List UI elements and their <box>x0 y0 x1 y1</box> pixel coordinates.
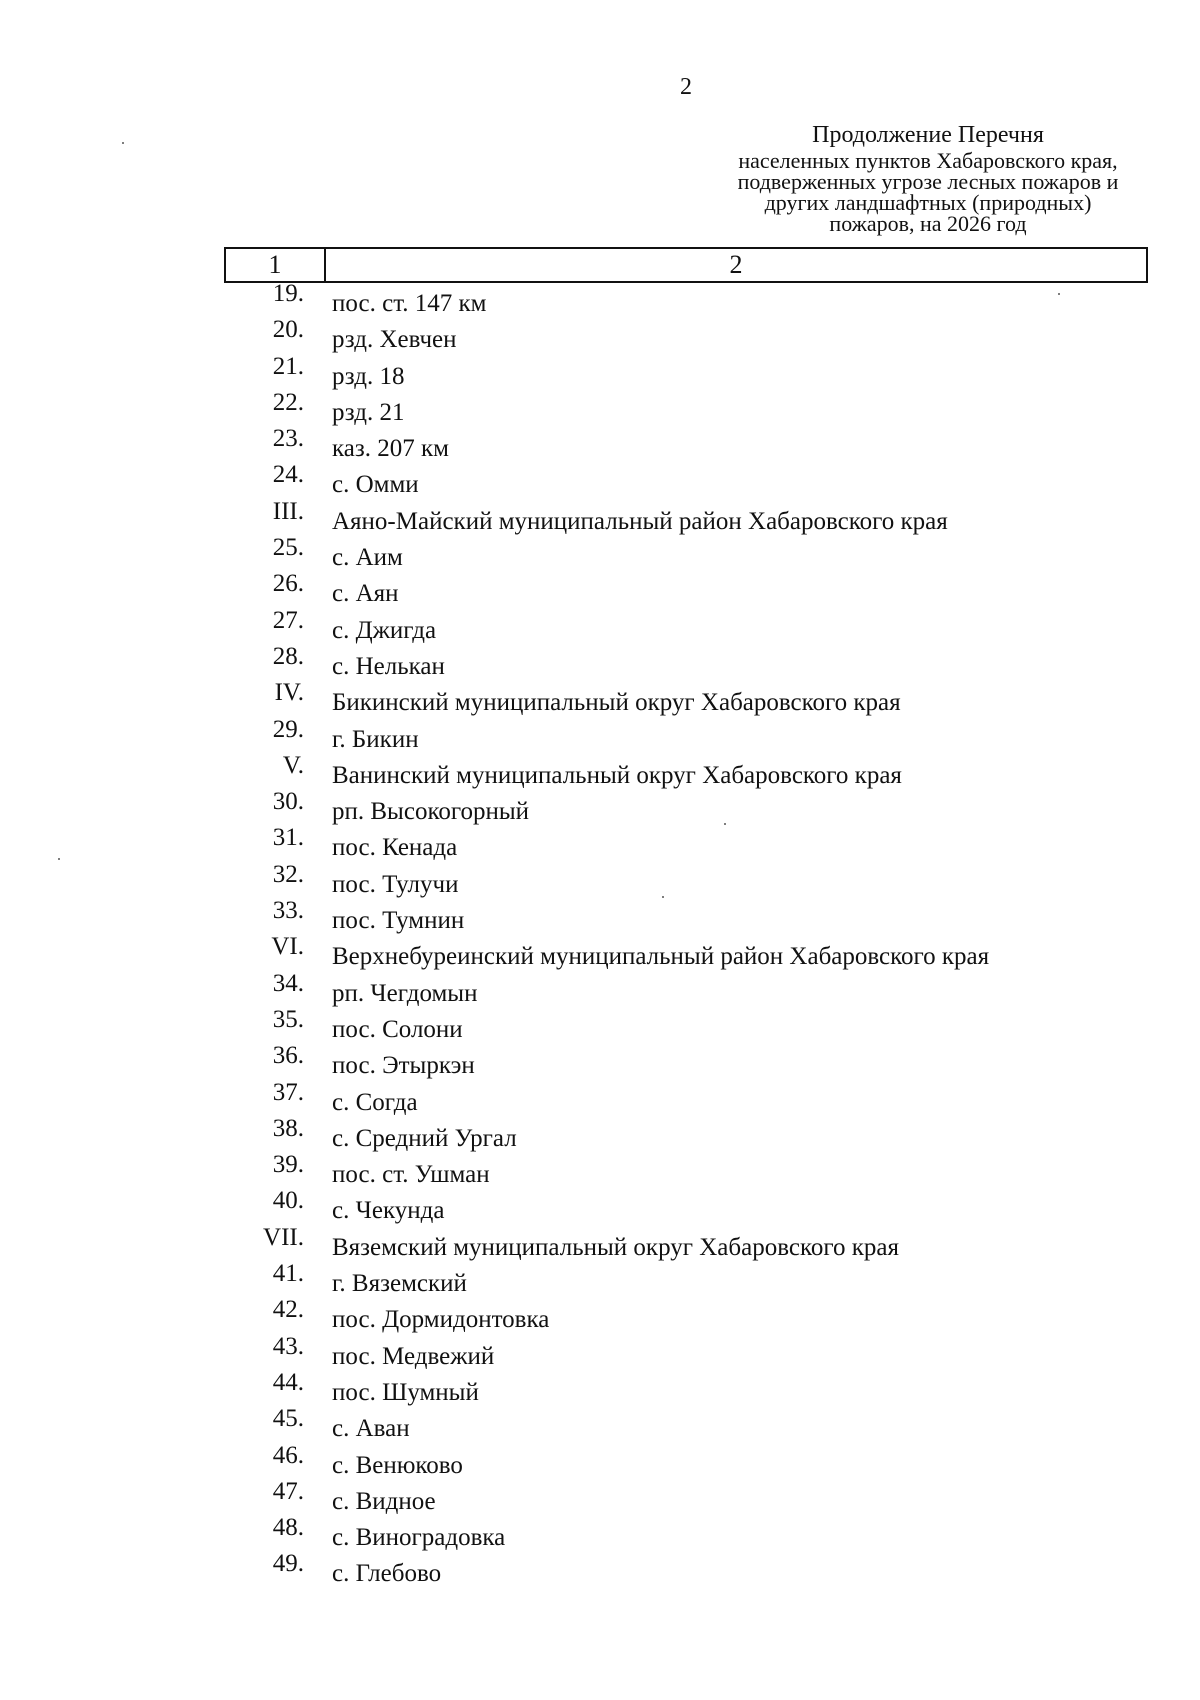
settlement-name: с. Аим <box>332 544 403 572</box>
table-row <box>224 1042 1154 1082</box>
table-row <box>224 679 1154 719</box>
row-number: 21. <box>272 352 304 380</box>
table-row <box>224 1296 1154 1336</box>
row-number: 27. <box>272 606 304 634</box>
row-number: 48. <box>272 1514 304 1542</box>
row-number: 25. <box>272 534 304 562</box>
settlement-name: с. Венюково <box>332 1451 463 1479</box>
row-number: 35. <box>272 1005 304 1033</box>
row-number: 49. <box>272 1550 304 1578</box>
row-number: V. <box>282 751 304 779</box>
table-row <box>224 642 1154 683</box>
table-row <box>224 497 1154 538</box>
table-row <box>224 897 1154 937</box>
row-number: 34. <box>272 969 304 997</box>
settlement-name: пос. Тумнин <box>332 907 465 935</box>
table-row <box>224 788 1154 828</box>
settlement-name: пос. Дормидонтовка <box>332 1306 550 1334</box>
row-number: 36. <box>272 1042 304 1070</box>
settlement-name: Бикинский муниципальный округ Хабаровского края <box>332 689 901 717</box>
table-row <box>224 933 1154 973</box>
table-row <box>224 824 1154 864</box>
table-row <box>224 1260 1154 1300</box>
settlement-name: с. Средний Ургал <box>332 1124 517 1152</box>
row-number: III. <box>272 497 304 525</box>
table-row <box>224 1405 1154 1445</box>
table-row <box>224 1078 1154 1119</box>
row-number: 19. <box>272 280 304 307</box>
settlement-name: пос. Шумный <box>332 1378 479 1406</box>
row-number: VII. <box>263 1223 304 1251</box>
table-row <box>224 1114 1154 1155</box>
row-number: VI. <box>271 933 304 961</box>
table-row <box>224 461 1154 501</box>
row-number: 29. <box>272 715 304 743</box>
settlement-name: с. Аян <box>332 580 399 608</box>
settlement-name: Аяно-Майский муниципальный район Хабаровского края <box>332 507 948 535</box>
row-number: 43. <box>272 1332 304 1360</box>
row-number: 20. <box>272 316 304 344</box>
row-number: 39. <box>272 1151 304 1179</box>
table-row <box>224 1477 1154 1518</box>
table-row <box>224 1187 1154 1227</box>
settlement-name: с. Глебово <box>332 1560 442 1588</box>
column-header-number: 1 <box>226 249 326 281</box>
settlement-name: пос. Кенада <box>332 834 458 862</box>
settlement-name: Верхнебуреинский муниципальный район Хабаровского края <box>332 943 990 971</box>
table-row <box>224 425 1154 465</box>
column-header-name: 2 <box>729 250 743 279</box>
table-row <box>224 534 1154 574</box>
row-number: 24. <box>272 461 304 489</box>
scan-speck <box>122 142 124 144</box>
header-line: подверженных угрозе лесных пожаров и <box>737 169 1119 194</box>
table-row <box>224 751 1154 792</box>
row-number: 33. <box>272 897 304 925</box>
settlement-name: пос. Этыркэн <box>332 1052 475 1080</box>
table-row <box>224 1223 1154 1264</box>
settlement-name: пос. Медвежий <box>332 1342 495 1370</box>
row-number: 30. <box>272 788 304 816</box>
table-row <box>224 388 1154 429</box>
settlement-list <box>224 280 1154 1591</box>
settlement-name: рп. Чегдомын <box>332 979 478 1007</box>
row-number: 40. <box>272 1187 304 1215</box>
row-number: IV. <box>274 679 304 707</box>
header-title: Продолжение Перечня <box>812 122 1044 148</box>
table-row <box>224 352 1154 393</box>
settlement-name: с. Согда <box>332 1088 418 1116</box>
table-row <box>224 280 1154 320</box>
scan-speck <box>724 823 726 825</box>
table-row <box>224 316 1154 356</box>
settlement-name: г. Вяземский <box>332 1270 467 1298</box>
row-number: 45. <box>272 1405 304 1433</box>
row-number: 46. <box>272 1441 304 1469</box>
table-row <box>224 1550 1154 1590</box>
settlement-name: пос. Солони <box>332 1015 463 1043</box>
scan-speck <box>1058 293 1060 295</box>
settlement-name: рзд. 18 <box>332 362 405 390</box>
settlement-name: пос. Тулучи <box>332 870 459 898</box>
table-row <box>224 1514 1154 1554</box>
settlement-name: с. Видное <box>332 1487 436 1515</box>
table-header <box>224 247 1148 283</box>
row-number: 37. <box>272 1078 304 1106</box>
settlement-name: пос. ст. 147 км <box>332 290 487 317</box>
settlement-name: рзд. 21 <box>332 398 405 426</box>
header-line: других ландшафтных (природных) <box>764 190 1092 215</box>
page-number: 2 <box>680 74 692 100</box>
row-number: 26. <box>272 570 304 598</box>
table-row <box>224 969 1154 1010</box>
settlement-name: с. Аван <box>332 1415 410 1443</box>
row-number: 23. <box>272 425 304 453</box>
settlement-name: с. Джигда <box>332 616 437 644</box>
row-number: 38. <box>272 1114 304 1142</box>
settlement-name: с. Виноградовка <box>332 1524 506 1552</box>
table-row <box>224 570 1154 610</box>
table-row <box>224 1151 1154 1191</box>
settlement-name: пос. ст. Ушман <box>332 1161 490 1189</box>
row-number: 31. <box>272 824 304 852</box>
settlement-name: с. Чекунда <box>332 1197 445 1225</box>
settlement-name: с. Нелькан <box>332 652 445 680</box>
table-row <box>224 860 1154 901</box>
table-row <box>224 1332 1154 1373</box>
table-row <box>224 1441 1154 1482</box>
row-number: 42. <box>272 1296 304 1324</box>
settlement-name: г. Бикин <box>332 725 419 753</box>
table-row <box>224 1005 1154 1046</box>
header-line: населенных пунктов Хабаровского края, <box>738 148 1118 173</box>
row-number: 32. <box>272 860 304 888</box>
header-line: пожаров, на 2026 год <box>829 211 1027 236</box>
settlement-name: Вяземский муниципальный округ Хабаровского края <box>332 1233 899 1261</box>
row-number: 28. <box>272 642 304 670</box>
scan-speck <box>58 858 60 860</box>
settlement-name: каз. 207 км <box>332 435 449 463</box>
settlement-name: рзд. Хевчен <box>332 326 457 354</box>
settlement-name: рп. Высокогорный <box>332 798 530 826</box>
settlement-name: Ванинский муниципальный округ Хабаровского края <box>332 761 902 789</box>
row-number: 47. <box>272 1477 304 1505</box>
table-row <box>224 606 1154 647</box>
settlement-name: с. Омми <box>332 471 419 499</box>
scan-speck <box>662 896 664 898</box>
row-number: 22. <box>272 388 304 416</box>
document-header <box>706 122 1150 234</box>
table-row <box>224 715 1154 756</box>
table-row <box>224 1368 1154 1409</box>
row-number: 44. <box>272 1368 304 1396</box>
row-number: 41. <box>272 1260 304 1288</box>
